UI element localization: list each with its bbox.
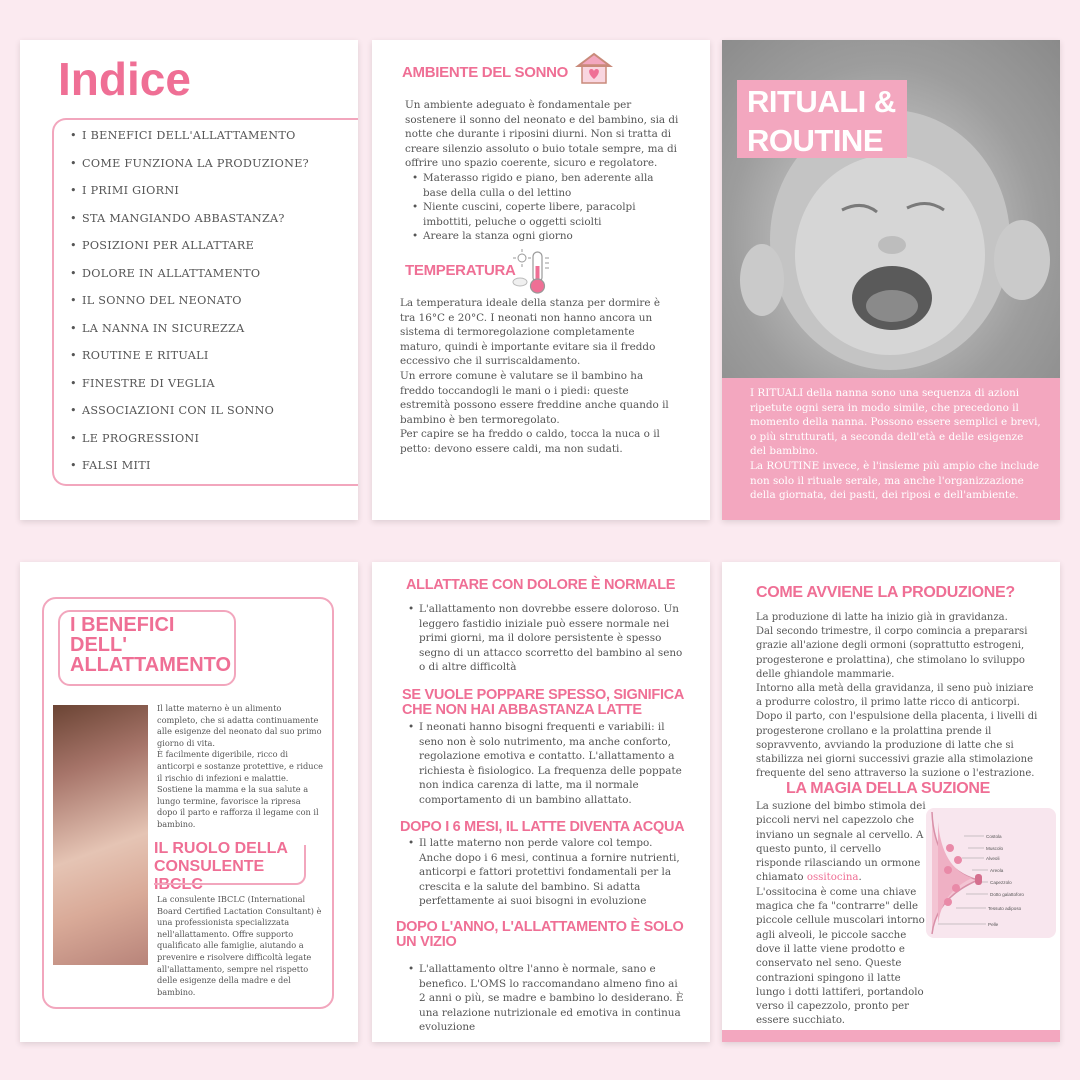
suction-text (756, 800, 926, 1029)
index-item: • I BENEFICI DELL'ALLATTAMENTO (70, 128, 309, 156)
production-paragraph: La produzione di latte ha inizio già in gravidanza. (756, 612, 1008, 623)
index-item: • IL SONNO DEL NEONATO (70, 293, 309, 321)
oxytocin-highlight: ossitocina (806, 872, 859, 884)
ibclc-heading-underline (154, 845, 306, 885)
temperature-paragraph: Per capire se ha freddo o caldo, tocca la nuca o il petto: devono essere caldi, ma non sudati. (400, 428, 660, 455)
suction-heading: LA MAGIA DELLA SUZIONE (786, 780, 991, 797)
diagram-label: Capezzolo (990, 880, 1012, 885)
bullet-item: • Materasso rigido e piano, ben aderente alla base della culla o del lettino (410, 171, 680, 200)
diagram-label: Areola (990, 868, 1004, 873)
index-item: • ROUTINE E RITUALI (70, 348, 309, 376)
benefits-text (157, 703, 323, 831)
index-list (70, 128, 309, 486)
breastfeeding-photo (53, 705, 148, 965)
suction-text-part: La suzione del bimbo stimola dei piccoli nervi nel capezzolo che inviano un segnale al cervello. A questo punto, il cervello risponde rilasciando un ormone chiamato (756, 801, 926, 884)
routine-paragraph: La ROUTINE invece, è l'insieme più ampio che include non solo il rituale serale, ma anche l'organizzazione della giornata, dei pasti, dei riposi e dell'ambiente. (750, 459, 1040, 502)
index-item: • STA MANGIANDO ABBASTANZA? (70, 211, 309, 239)
myth-text: • I neonati hanno bisogni frequenti e variabili: il seno non è solo nutrimento, ma anche conforto, regolazione emotiva e contatto. L'allattamento a richiesta è fisiologico. La frequenza delle poppate non indica carenza di latte, ma il normale comportamento di un bambino allattato. (406, 720, 684, 808)
index-item: • ASSOCIAZIONI CON IL SONNO (70, 403, 309, 431)
rituals-title-line: ROUTINE (747, 123, 883, 158)
myth-heading: SE VUOLE POPPARE SPESSO, SIGNIFICA CHE NON HAI ABBASTANZA LATTE (402, 687, 684, 718)
rituals-title-box (737, 80, 907, 158)
temperature-paragraph: Un errore comune è valutare se il bambino ha freddo toccandogli le mani o i piedi: queste estremità possono essere freddine anche quando il bambino è ben termoregolato. (400, 369, 669, 426)
myth-heading: ALLATTARE CON DOLORE È NORMALE (406, 577, 676, 593)
sleep-environment-bullets (410, 171, 680, 244)
myth-text: • L'allattamento non dovrebbe essere doloroso. Un leggero fastidio iniziale può essere normale nei primi giorni, ma il dolore persistente è spesso segno di un attacco scorretto del bambino al seno o di altre difficoltà (406, 602, 684, 675)
index-title: Indice (58, 53, 191, 105)
ibclc-heading-line: IL RUOLO DELLA (154, 840, 288, 857)
sleep-environment-text (405, 98, 685, 171)
production-heading: COME AVVIENE LA PRODUZIONE? (756, 584, 1015, 601)
temperature-paragraph: La temperatura ideale della stanza per dormire è tra 16°C e 20°C. I neonati non hanno ancora un sistema di termoregolazione completamente maturo, quindi è importante evitare sia il freddo eccessivo che il surriscaldamento. (400, 297, 660, 368)
suction-paragraph: La suzione del bimbo stimola dei piccoli nervi nel capezzolo che inviano un segnale al cervello. A questo punto, il cervello risponde rilasciando un ormone chiamato ossitocina. (756, 801, 926, 884)
rituals-paragraph: I RITUALI della nanna sono una sequenza di azioni ripetute ogni sera in modo simile, che precedono il momento della nanna. Possono essere semplici e brevi, o più strutturati, a seconda dell'età e delle esigenze del bambino. (750, 387, 1041, 458)
benefits-title-line: ALLATTAMENTO (70, 654, 232, 676)
myth-heading: DOPO I 6 MESI, IL LATTE DIVENTA ACQUA (400, 819, 685, 835)
myth-heading: DOPO L'ANNO, L'ALLATTAMENTO È SOLO UN VIZIO (396, 919, 684, 950)
production-paragraph: Intorno alla metà della gravidanza, il seno può iniziare a produrre colostro, il primo latte ricco di anticorpi. Dopo il parto, con l'espulsione della placenta, i livelli di progesterone crollano e la prolattina prende il sopravvento, avviando la produzione di latte che si stabilizza nei giorni successivi grazie alla stimolazione frequente del seno attraverso la suzione o l'estrazione. (756, 683, 1038, 780)
benefits-title-line: I BENEFICI (70, 614, 175, 636)
index-item: • LA NANNA IN SICUREZZA (70, 321, 309, 349)
benefits-paragraph: Sostiene la mamma e la sua salute a lungo termine, favorisce la ripresa dopo il parto e rafforza il legame con il bambino. (157, 784, 319, 829)
myth-bullets (406, 962, 684, 1035)
production-page (722, 562, 1060, 1042)
index-item: • COME FUNZIONA LA PRODUZIONE? (70, 156, 309, 184)
ibclc-heading-line: CONSULENTE IBCLC (154, 858, 265, 893)
temperature-text (400, 296, 674, 457)
benefits-page (20, 562, 358, 1042)
diagram-label: Dotto galattoforo (990, 892, 1024, 897)
ibclc-heading (154, 840, 308, 893)
production-paragraph: Dal secondo trimestre, il corpo comincia a prepararsi grazie all'azione degli ormoni (soprattutto estrogeni, progesterone e prolattina), che stimolano lo sviluppo delle ghiandole mammarie. (756, 626, 1028, 680)
ibclc-text (157, 894, 323, 998)
myth-bullets (406, 720, 684, 808)
diagram-label: Tessuto adiposo (988, 906, 1022, 911)
rituals-title-line: RITUALI & (747, 84, 896, 119)
index-item: • DOLORE IN ALLATTAMENTO (70, 266, 309, 294)
index-item: • I PRIMI GIORNI (70, 183, 309, 211)
suction-paragraph: L'ossitocina è come una chiave magica che fa "contrarre" delle piccole cellule muscolari intorno agli alveoli, le piccole sacche dove il latte viene prodotto e conservato nel seno. Queste contrazioni spingono il latte lungo i dotti lattiferi, portandolo verso il capezzolo, pronto per essere succhiato. (756, 886, 925, 1027)
myth-text: • Il latte materno non perde valore col tempo. Anche dopo i 6 mesi, continua a fornire nutrienti, anticorpi e fattori protettivi fondamentali per la crescita e la salute del bambino. Si adatta perfettamente ai suoi bisogni in evoluzione (406, 836, 684, 909)
myth-text: • L'allattamento oltre l'anno è normale, sano e benefico. L'OMS lo raccomandano almeno fino ai 2 anni o più, se madre e bambino lo desiderano. È una relazione nutrizionale ed emotiva in continua evoluzione (406, 962, 684, 1035)
rituals-page (722, 40, 1060, 520)
house-heart-icon (575, 50, 613, 86)
myth-bullets (406, 836, 684, 909)
myth-bullets (406, 602, 684, 675)
breast-anatomy-diagram (926, 808, 1056, 938)
diagram-label: Costola (986, 834, 1002, 839)
thermometer-icon (512, 246, 558, 296)
footer-band (722, 1030, 1060, 1042)
benefits-paragraph: Il latte materno è un alimento completo, che si adatta continuamente alle esigenze del neonato dal suo primo giorno di vita. (157, 703, 322, 748)
benefits-paragraph: È facilmente digeribile, ricco di anticorpi e sostanze protettive, e riduce il rischio di infezioni e malattie. (157, 749, 323, 783)
ibclc-paragraph: La consulente IBCLC (International Board Certified Lactation Consultant) è una professionista specializzata nell'allattamento. Offre supporto qualificato alle famiglie, aiutando a prevenire e risolvere difficoltà legate all'allattamento, sempre nel rispetto delle esigenze della madre e del bambino. (157, 894, 322, 997)
index-item: • POSIZIONI PER ALLATTARE (70, 238, 309, 266)
index-item: • FINESTRE DI VEGLIA (70, 376, 309, 404)
bullet-item: • Areare la stanza ogni giorno (410, 229, 680, 244)
diagram-label: Pelle (988, 922, 999, 927)
production-text (756, 611, 1042, 781)
diagram-label: Alveoli (986, 856, 1000, 861)
benefits-title-line: DELL' (70, 634, 127, 656)
index-page (20, 40, 358, 520)
temperature-heading: TEMPERATURA (405, 262, 516, 279)
diagram-label: Muscolo (986, 846, 1004, 851)
index-item: • FALSI MITI (70, 458, 309, 486)
sleep-environment-paragraph: Un ambiente adeguato è fondamentale per sostenere il sonno del neonato e del bambino, sia di notte che durante i riposini diurni. Non si tratta di creare silenzio assoluto o buio totale sempre, ma di offrire uno spazio coerente, sicuro e regolatore. (405, 99, 679, 170)
rituals-text-band (722, 378, 1060, 520)
benefits-title-box (58, 610, 236, 686)
index-item: • LE PROGRESSIONI (70, 431, 309, 459)
sleep-environment-heading: AMBIENTE DEL SONNO (402, 64, 569, 81)
breast-anatomy-illustration (926, 808, 1056, 938)
sleep-environment-page (372, 40, 710, 520)
bullet-item: • Niente cuscini, coperte libere, paracolpi imbottiti, peluche o oggetti sciolti (410, 200, 680, 229)
myths-page (372, 562, 710, 1042)
